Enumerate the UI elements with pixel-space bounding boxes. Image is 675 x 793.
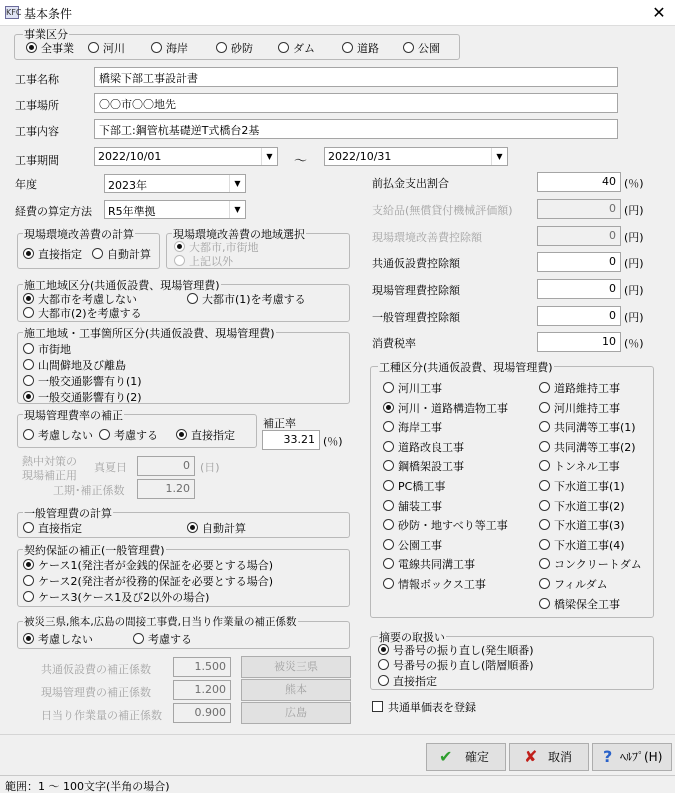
option-label: 公園 (418, 42, 440, 55)
option-label: 直接指定 (191, 429, 235, 442)
status-text: 範囲：1 ～ 100文字(半角の場合) (5, 780, 170, 793)
right-field-label: 共通仮設費控除額 (372, 257, 460, 270)
right-field-unit: (％) (624, 337, 644, 350)
radio-icon (23, 391, 34, 402)
koushu-option[interactable] (383, 419, 442, 435)
jigyo-option[interactable] (88, 40, 125, 56)
koushu-option[interactable] (383, 576, 486, 592)
option-label: ダム (293, 42, 315, 55)
option-label: 下水道工事(4) (554, 538, 625, 552)
ippan-direct[interactable] (23, 520, 82, 536)
option-label: トンネル工事 (554, 460, 620, 474)
right-field-unit: (円) (624, 257, 644, 270)
rate-field[interactable]: 33.21 (262, 430, 320, 450)
sekou-place-legend: 施工地域・工事箇所区分(共通仮設費、現場管理費) (24, 327, 275, 340)
right-field-input[interactable]: 0 (537, 226, 621, 246)
right-field-unit: (％) (624, 177, 644, 190)
status-bar (0, 775, 675, 793)
option-label: 考慮しない (38, 633, 93, 646)
radio-icon (383, 421, 394, 432)
keiyaku-legend: 契約保証の補正(一般管理費) (24, 544, 165, 557)
radio-icon (23, 633, 34, 644)
period-start-value: 2022/10/01 (98, 150, 162, 163)
method-label: 経費の算定方法 (15, 205, 92, 218)
rate-unit: (％) (323, 435, 343, 448)
hisai-row-value[interactable]: 1.200 (173, 680, 231, 700)
koushu-option[interactable] (383, 458, 464, 474)
right-field-label: 消費税率 (372, 337, 416, 350)
window-title: 基本条件 (24, 7, 73, 21)
koushu-option[interactable] (383, 478, 445, 494)
hisai-row-label: 共通仮設費の補正係数 (41, 663, 151, 676)
radio-icon (174, 255, 185, 266)
sekou-place-opt2[interactable] (23, 373, 142, 389)
radio-icon (216, 42, 227, 53)
right-field-unit: (円) (624, 284, 644, 297)
radio-icon (23, 343, 34, 354)
jigyo-option[interactable] (151, 40, 188, 56)
radio-icon (23, 522, 34, 533)
radio-icon (23, 248, 34, 259)
radio-icon (383, 382, 394, 393)
sekou-area-legend: 施工地域区分(共通仮設費、現場管理費) (24, 279, 220, 292)
method-select[interactable] (104, 200, 246, 219)
genba-hosei-opt0[interactable] (23, 427, 93, 443)
genba-hosei-opt2[interactable] (176, 427, 235, 443)
radio-icon (383, 480, 394, 491)
koushu-option[interactable] (539, 596, 620, 612)
help-question-icon: ? (603, 747, 613, 766)
option-label: 一般交通影響有り(2) (38, 391, 142, 404)
hiroshima-button[interactable]: 広島 (241, 702, 351, 724)
right-field-unit: (円) (624, 204, 644, 217)
right-field-label: 一般管理費控除額 (372, 311, 460, 324)
title-bar (0, 0, 675, 26)
radio-icon (378, 675, 389, 686)
sekou-area-opt1[interactable] (187, 291, 306, 307)
option-label: フィルダム (554, 578, 608, 591)
cancel-button[interactable] (509, 743, 589, 771)
option-label: ケース2(発注者が役務的保証を必要とする場合) (38, 575, 274, 588)
option-label: 砂防・地すべり等工事 (398, 519, 508, 533)
option-label: 大都市(1)を考慮する (202, 293, 306, 306)
radio-icon (539, 382, 550, 393)
koushu-option[interactable] (539, 498, 625, 514)
option-label: 道路 (357, 42, 379, 55)
place-label: 工事場所 (15, 99, 59, 112)
koushu-option[interactable] (383, 556, 475, 572)
jigyo-option[interactable] (26, 40, 74, 56)
option-label: 大都市を考慮しない (38, 293, 137, 306)
radio-icon (539, 402, 550, 413)
radio-icon (539, 480, 550, 491)
cancel-x-icon: ✘ (524, 747, 538, 766)
koushu-option[interactable] (539, 576, 608, 592)
radio-icon (133, 633, 144, 644)
hisai-sanken-button[interactable]: 被災三県 (241, 656, 351, 678)
hisai-legend: 被災三県,熊本,広島の間接工事費,日当り作業量の補正係数 (24, 616, 297, 628)
jigyo-option[interactable] (278, 40, 315, 56)
option-label: 上記以外 (189, 255, 233, 268)
radio-icon (383, 402, 394, 413)
year-label: 年度 (15, 178, 37, 191)
hisai-row-value[interactable]: 0.900 (173, 703, 231, 723)
jigyo-option[interactable] (403, 40, 440, 56)
option-label: 考慮する (148, 633, 192, 646)
ippan-legend: 一般管理費の計算 (24, 507, 112, 520)
option-label: 共同溝等工事(2) (554, 440, 636, 454)
period-end-value: 2022/10/31 (328, 150, 392, 163)
keiyaku-opt2[interactable] (23, 589, 209, 605)
kumamoto-button[interactable]: 熊本 (241, 679, 351, 701)
option-label: 下水道工事(1) (554, 480, 625, 493)
radio-icon (539, 539, 550, 550)
option-label: 海岸工事 (398, 421, 442, 435)
kankyo-area-other[interactable] (174, 253, 233, 269)
koushu-option[interactable] (383, 380, 442, 396)
ippan-auto[interactable] (187, 520, 246, 536)
option-label: 自動計算 (202, 522, 246, 535)
koushu-option[interactable] (383, 537, 442, 553)
hisai-opt0[interactable] (23, 631, 93, 647)
radio-icon (23, 559, 34, 570)
option-label: 市街地 (38, 343, 71, 356)
option-label: ケース1(発注者が金銭的保証を必要とする場合) (38, 559, 274, 572)
close-icon[interactable]: ✕ (652, 3, 666, 22)
radio-icon (342, 42, 353, 53)
hisai-row-label: 日当り作業量の補正係数 (41, 709, 162, 722)
radio-icon (539, 558, 550, 569)
keiyaku-opt1[interactable] (23, 573, 273, 589)
radio-icon (539, 500, 550, 511)
option-label: 一般交通影響有り(1) (38, 375, 142, 388)
option-label: 砂防 (231, 42, 253, 55)
radio-icon (23, 375, 34, 386)
option-label: 下水道工事(2) (554, 499, 625, 513)
name-label: 工事名称 (15, 73, 59, 86)
radio-icon (23, 359, 34, 370)
radio-icon (539, 441, 550, 452)
period-end-select[interactable] (324, 147, 508, 166)
kankyo-calc-direct[interactable] (23, 246, 82, 262)
period-separator: ～ (294, 154, 308, 169)
option-label: PC橋工事 (398, 480, 446, 493)
radio-icon (99, 429, 110, 440)
koushu-option[interactable] (539, 419, 636, 435)
chevron-down-icon[interactable]: ▼ (261, 148, 277, 165)
ok-label: 確定 (465, 750, 490, 764)
radio-icon (23, 307, 34, 318)
option-label: 鋼橋架設工事 (398, 460, 464, 474)
koushu-option[interactable] (383, 439, 464, 455)
radio-icon (23, 293, 34, 304)
radio-icon (378, 644, 389, 655)
heat-coef-field[interactable]: 1.20 (137, 479, 195, 499)
radio-icon (278, 42, 289, 53)
cancel-label: 取消 (548, 750, 573, 764)
option-label: 大都市,市街地 (189, 241, 259, 254)
option-label: 号番号の振り直し(階層順番) (393, 659, 534, 672)
option-label: 共同溝等工事(1) (554, 421, 636, 435)
separator (0, 734, 675, 735)
option-label: 情報ボックス工事 (398, 578, 486, 591)
right-field-input[interactable]: 0 (537, 279, 621, 299)
radio-icon (539, 598, 550, 609)
jigyo-legend: 事業区分 (24, 28, 68, 41)
kankyo-calc-legend: 現場環境改善費の計算 (24, 228, 134, 241)
content-label: 工事内容 (15, 125, 59, 138)
content-field[interactable]: 下部工:鋼管杭基礎逆T式橋台2基 (94, 119, 618, 139)
option-label: 大都市(2)を考慮する (38, 307, 142, 320)
option-label: 自動計算 (107, 248, 151, 261)
radio-icon (539, 421, 550, 432)
tekiyo-opt1[interactable] (378, 657, 534, 673)
option-label: 道路改良工事 (398, 440, 464, 454)
jigyo-option[interactable] (342, 40, 379, 56)
heat-days-field[interactable]: 0 (137, 456, 195, 476)
option-label: 舗装工事 (398, 499, 442, 513)
option-label: 山間僻地及び離島 (38, 359, 126, 372)
koushu-option[interactable] (539, 478, 625, 494)
method-value: R5年準拠 (108, 205, 156, 218)
option-label: 河川維持工事 (554, 401, 620, 415)
ok-button[interactable] (426, 743, 506, 771)
hisai-row-label: 現場管理費の補正係数 (41, 686, 151, 699)
radio-icon (383, 460, 394, 471)
option-label: 直接指定 (38, 522, 82, 535)
radio-icon (187, 522, 198, 533)
option-label: コンクリートダム (554, 558, 642, 572)
radio-icon (383, 441, 394, 452)
right-field-unit: (円) (624, 231, 644, 244)
right-field-input[interactable]: 0 (537, 306, 621, 326)
chevron-down-icon[interactable]: ▼ (491, 148, 507, 165)
hisai-opt1[interactable] (133, 631, 192, 647)
checkbox-icon (372, 701, 383, 712)
right-field-input[interactable]: 40 (537, 172, 621, 192)
radio-icon (383, 539, 394, 550)
radio-icon (383, 578, 394, 589)
heat-label-2: 現場補正用 (22, 469, 77, 482)
koushu-option[interactable] (383, 517, 508, 533)
year-value: 2023年 (108, 179, 147, 192)
hisai-row-value[interactable]: 1.500 (173, 657, 231, 677)
option-label: 号番号の振り直し(発生順番) (393, 644, 534, 657)
sekou-place-opt3[interactable] (23, 389, 142, 405)
rate-label: 補正率 (263, 417, 296, 430)
koushu-option[interactable] (383, 400, 508, 416)
radio-icon (26, 42, 37, 53)
radio-icon (539, 519, 550, 530)
right-field-input[interactable]: 10 (537, 332, 621, 352)
radio-icon (23, 575, 34, 586)
koushu-option[interactable] (539, 458, 620, 474)
heat-days-unit: (日) (200, 461, 220, 474)
sekou-place-opt1[interactable] (23, 357, 126, 373)
help-button[interactable] (592, 743, 672, 771)
chevron-down-icon[interactable]: ▼ (229, 175, 245, 192)
koushu-option[interactable] (539, 537, 625, 553)
period-label: 工事期間 (15, 154, 59, 167)
heat-label-1: 熱中対策の (22, 455, 77, 468)
koushu-option[interactable] (539, 517, 625, 533)
right-field-unit: (円) (624, 311, 644, 324)
radio-icon (539, 578, 550, 589)
keiyaku-opt0[interactable] (23, 557, 273, 573)
radio-icon (378, 659, 389, 670)
heat-days-label: 真夏日 (94, 461, 127, 474)
option-label: 橋梁保全工事 (554, 597, 620, 611)
radio-icon (92, 248, 103, 259)
checkbox-label: 共通単価表を登録 (388, 701, 476, 714)
right-field-label: 支給品(無償貸付機械評価額) (372, 204, 513, 217)
option-label: 直接指定 (393, 675, 437, 688)
app-icon: KFC (6, 8, 22, 17)
right-field-input[interactable]: 0 (537, 252, 621, 272)
radio-icon (187, 293, 198, 304)
heat-coef-label: 工期･補正係数 (53, 484, 125, 497)
radio-icon (383, 558, 394, 569)
place-field[interactable]: 〇〇市〇〇地先 (94, 93, 618, 113)
radio-icon (23, 591, 34, 602)
option-label: 下水道工事(3) (554, 519, 625, 533)
jigyo-option[interactable] (216, 40, 253, 56)
option-label: 全事業 (41, 42, 74, 55)
option-label: 河川 (103, 42, 125, 55)
radio-icon (176, 429, 187, 440)
option-label: 直接指定 (38, 248, 82, 261)
koushu-option[interactable] (383, 498, 442, 514)
koushu-option[interactable] (539, 556, 642, 572)
period-start-select[interactable] (94, 147, 278, 166)
name-field[interactable]: 橋梁下部工事設計書 (94, 67, 618, 87)
koushu-option[interactable] (539, 400, 620, 416)
koushu-legend: 工種区分(共通仮設費、現場管理費) (379, 361, 553, 374)
radio-icon (174, 241, 185, 252)
radio-icon (88, 42, 99, 53)
option-label: ケース3(ケース1及び2以外の場合) (38, 591, 210, 604)
sekou-area-opt2[interactable] (23, 305, 142, 321)
option-label: 道路維持工事 (554, 382, 620, 395)
help-label: ﾍﾙﾌﾟ(H) (620, 750, 663, 764)
right-field-label: 現場環境改善費控除額 (372, 231, 482, 244)
right-field-label: 現場管理費控除額 (372, 284, 460, 297)
kyotsu-checkbox[interactable] (372, 699, 476, 715)
option-label: 河川工事 (398, 382, 442, 395)
option-label: 河川・道路構造物工事 (398, 401, 508, 415)
sekou-place-opt0[interactable] (23, 341, 71, 357)
radio-icon (23, 429, 34, 440)
chevron-down-icon[interactable]: ▼ (229, 201, 245, 218)
check-icon: ✔ (439, 747, 453, 766)
radio-icon (403, 42, 414, 53)
tekiyo-opt2[interactable] (378, 673, 437, 689)
option-label: 公園工事 (398, 538, 442, 552)
year-select[interactable] (104, 174, 246, 193)
right-field-input[interactable]: 0 (537, 199, 621, 219)
radio-icon (539, 460, 550, 471)
option-label: 海岸 (166, 42, 188, 55)
option-label: 考慮する (114, 429, 158, 442)
radio-icon (383, 519, 394, 530)
genba-hosei-opt1[interactable] (99, 427, 158, 443)
radio-icon (383, 500, 394, 511)
genba-hosei-legend: 現場管理費率の補正 (24, 409, 123, 422)
kankyo-calc-auto[interactable] (92, 246, 151, 262)
radio-icon (151, 42, 162, 53)
kankyo-area-legend: 現場環境改善費の地域選択 (173, 228, 305, 241)
tekiyo-legend: 摘要の取扱い (379, 631, 445, 644)
koushu-option[interactable] (539, 380, 620, 396)
koushu-option[interactable] (539, 439, 636, 455)
option-label: 電線共同溝工事 (398, 558, 475, 572)
right-field-label: 前払金支出割合 (372, 177, 449, 190)
option-label: 考慮しない (38, 429, 93, 442)
tekiyo-opt0[interactable] (378, 642, 534, 658)
